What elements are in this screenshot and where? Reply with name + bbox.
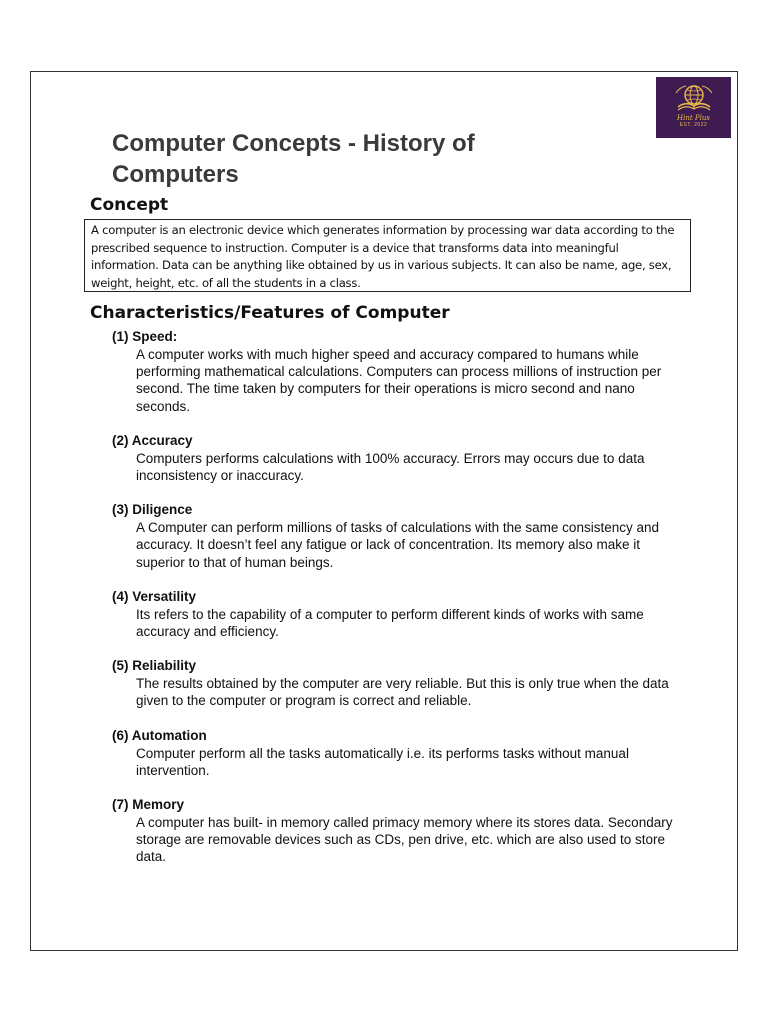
feature-text: Computer perform all the tasks automatically i.e. its performs tasks without manual intervention. [136, 745, 629, 778]
feature-text: A computer works with much higher speed and accuracy compared to humans while performing mathematical calculations. Computers can process millions of instruction per second. The time taken by computers for their operations is micro second and nano seconds. [136, 347, 662, 414]
features-heading: Characteristics/Features of Computer [90, 303, 450, 323]
hint-plus-logo [656, 77, 731, 138]
feature-item-memory [112, 796, 687, 866]
feature-item-accuracy [112, 432, 687, 484]
feature-list [112, 328, 687, 866]
feature-title: (7) Memory [112, 797, 185, 813]
feature-title: (3) Diligence [112, 502, 193, 518]
feature-title: (1) Speed: [112, 329, 178, 344]
concept-definition-box [84, 219, 691, 292]
feature-text: A computer has built- in memory called primacy memory where its stores data. Secondary storage are removable devices such as CDs, pen drive, etc. which are also used to store data. [136, 815, 673, 865]
feature-text: The results obtained by the computer are very reliable. But this is only true when the data given to the computer or program is correct and reliable. [136, 676, 669, 709]
logo-established: EST. 2022 [679, 122, 708, 128]
feature-item-automation [112, 727, 687, 779]
feature-title: (5) Reliability [112, 658, 197, 674]
feature-title: (6) Automation [112, 727, 207, 743]
feature-text: A Computer can perform millions of tasks of calculations with the same consistency and accuracy. It doesn’t feel any fatigue or lack of concentration. Its memory also make it superior to that of human beings. [136, 520, 659, 570]
feature-title: (2) Accuracy [112, 432, 193, 448]
concept-heading: Concept [90, 195, 169, 215]
feature-item-reliability [112, 657, 687, 709]
globe-book-icon [674, 83, 714, 113]
feature-text: Its refers to the capability of a computer to perform different kinds of works with same accuracy and efficiency. [136, 606, 644, 640]
feature-title: (4) Versatility [112, 588, 197, 604]
logo-name: Hint Plus [677, 114, 710, 122]
document-title: Computer Concepts - History of Computers [112, 130, 475, 188]
feature-item-speed [112, 328, 687, 415]
feature-item-diligence [112, 501, 687, 571]
feature-item-versatility [112, 588, 687, 640]
concept-text: A computer is an electronic device which generates information by processing war data according to the prescribed sequence to instruction. Computer is a device that transforms data into meaningful information. Data can be anything like obtained by us in various subjects. It can also be name, age, sex, weight, height, etc. of all the students in a class. [91, 223, 675, 290]
feature-text: Computers performs calculations with 100% accuracy. Errors may occurs due to data inconsistency or inaccuracy. [136, 450, 645, 484]
